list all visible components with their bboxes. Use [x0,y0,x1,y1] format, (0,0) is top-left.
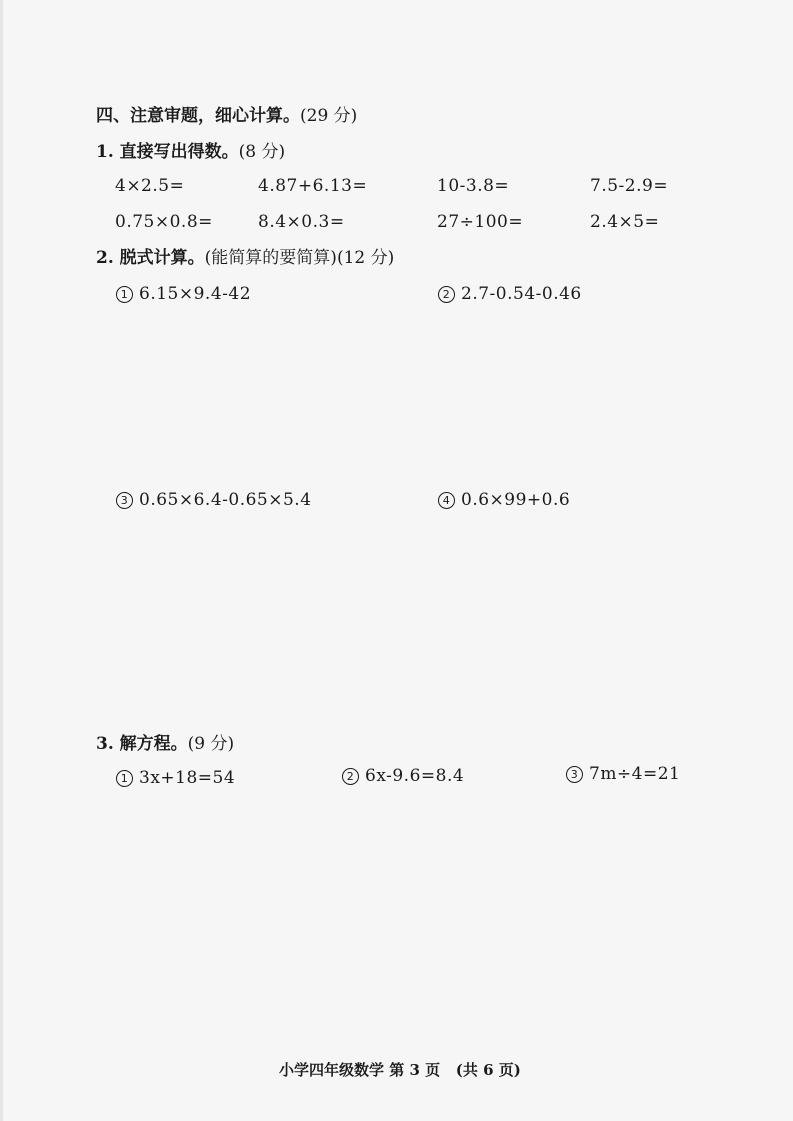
equation-item-1 [116,768,235,788]
calc-item-3 [116,490,312,510]
circled-number: 2 [342,768,359,785]
oral-item: 4×2.5= [115,176,185,196]
oral-item: 4.87+6.13= [258,176,368,196]
calc-item-4 [438,490,570,510]
q1-title: 1. 直接写出得数。 [96,142,239,162]
q2-title: 2. 脱式计算。 [96,248,205,268]
q2-score: (12 分) [336,248,395,268]
question-1-heading [96,142,285,162]
footer-total: (共 6 页) [455,1061,521,1079]
equation-item-3 [566,764,680,784]
q2-note: (能简算的要简算) [204,248,337,268]
equation-expression: 3x+18=54 [139,768,236,788]
oral-item: 0.75×0.8= [115,212,213,232]
oral-item: 10-3.8= [437,176,510,196]
equation-item-2 [342,766,464,786]
footer-text: 小学四年级数学 第 3 页 [279,1061,441,1079]
section-title: 四、注意审题，细心计算。 [96,106,300,126]
section-heading [96,106,357,126]
circled-number: 2 [438,286,455,303]
left-edge-shadow [0,0,3,1121]
calc-expression: 0.65×6.4-0.65×5.4 [139,490,312,510]
calc-item-2 [438,284,582,304]
calc-item-1 [116,284,251,304]
q3-score: (9 分) [187,734,235,754]
oral-item: 7.5-2.9= [590,176,669,196]
calc-expression: 0.6×99+0.6 [461,490,571,510]
circled-number: 1 [116,286,133,303]
oral-item: 27÷100= [437,212,524,232]
oral-item: 8.4×0.3= [258,212,345,232]
q1-score: (8 分) [238,142,286,162]
equation-expression: 7m÷4=21 [589,764,681,784]
circled-number: 3 [116,492,133,509]
calc-expression: 6.15×9.4-42 [139,284,252,304]
circled-number: 4 [438,492,455,509]
equation-expression: 6x-9.6=8.4 [365,766,465,786]
circled-number: 1 [116,770,133,787]
oral-item: 2.4×5= [590,212,660,232]
question-3-heading [96,734,234,754]
section-score: (29 分) [300,106,358,126]
q3-title: 3. 解方程。 [96,734,188,754]
question-2-heading [96,248,394,268]
calc-expression: 2.7-0.54-0.46 [461,284,582,304]
page-footer [279,1060,521,1080]
circled-number: 3 [566,766,583,783]
